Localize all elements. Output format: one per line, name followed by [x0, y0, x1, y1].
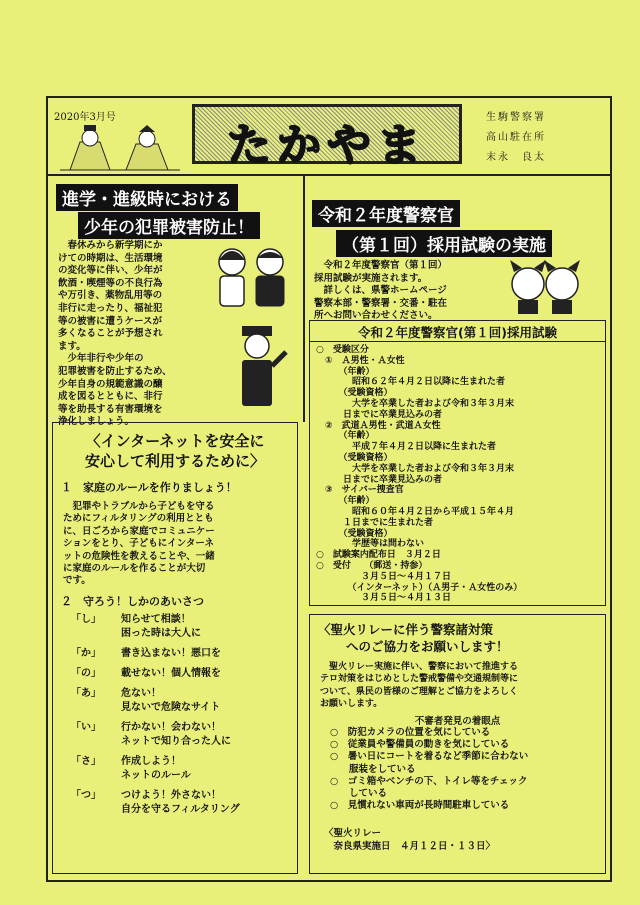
aisatsu-item: 「か」 書き込まない！悪口を — [71, 648, 221, 659]
article1-heading-line2: 少年の犯罪被害防止！ — [78, 212, 260, 239]
recruitment-box-title: 令和２年度警察官(第１回)採用試験 — [358, 325, 557, 340]
police-officer-illustration — [222, 322, 292, 410]
students-illustration — [208, 244, 298, 310]
police-mascot-illustration — [506, 258, 586, 316]
aisatsu-item: 「の」 載せない！個人情報を — [71, 668, 221, 679]
article3-subheading1: １ 家庭のルールを作りましょう！ — [61, 481, 237, 494]
header-divider — [46, 174, 612, 176]
masthead-title-box — [192, 104, 462, 171]
torch-relay-box — [309, 614, 606, 874]
article4-heading: 〈聖火リレーに伴う警察諸対策 へのご協力をお願いします！ — [318, 622, 509, 654]
aisatsu-item: 「い」 行かない！会わない！ ネットで知り合った人に — [71, 722, 231, 747]
issue-date: 2020年3月号 — [54, 112, 116, 123]
suspicious-points: ○ 防犯カメラの位置を気にしている ○ 従業員や警備員の動きを気にしている ○ 暑い日にコートを着るなど季節に合わない 服装をしている ○ ゴミ箱やベンチの下、トイレ等をチェック している ○ 見慣れない車両が長時間駐車している — [330, 727, 529, 812]
sender-name: 末永 良太 — [486, 152, 546, 163]
masthead-title: たかやま — [227, 120, 427, 171]
relay-dates: 〈聖火リレー 奈良県実施日 ４月１２日・１３日〉 — [324, 828, 496, 852]
recruitment-box — [309, 320, 606, 606]
article1-body: 春休みから新学期にか けての時期は、生活環境 の変化等に伴い、少年が 飲酒・喫煙等の不良行為 や万引き、薬物乱用等の 非行に走ったり、福祉犯 等の被害に遭うケースが 多くなることが予想され ます。 少年非行や少年の 犯罪被害を防止するため、 少年自身の規範意識の醸 成を図るとともに、非行 等を助長する有害環境を 浄化しましょう。 — [58, 240, 172, 428]
hina-dolls-illustration — [60, 122, 180, 172]
recruitment-details: ○ 受験区分 ① Ａ男性・Ａ女性 （年齢） 昭和６２年４月２日以降に生まれた者 （受験資格） 大学を卒業した者および令和３年３月末 日までに卒業見込みの者 ② 武道Ａ男性・武道Ａ女性 （年齢） 平成７年４月２日以降に生まれた者 （受験資格） 大学を卒業した者および令和３年３月末 日までに卒業見込みの者 ③ サイバー捜査官 （年齢） 昭和６０年４月２日から平成１５年４月 １日までに生まれた者 （受験資格） 学歴等は問わない ○ 試験案内配布日 ３月２日 ○ 受付 （郵送・持参） ３月５日～４月１７日 （インターネット）（Ａ男子・Ａ女性のみ） ３月５日～４月１３日 — [316, 345, 523, 604]
aisatsu-item: 「さ」 作成しよう！ ネットのルール — [71, 756, 191, 781]
aisatsu-list — [71, 613, 240, 817]
aisatsu-item: 「つ」 つけよう！外さない！ 自分を守るフィルタリング — [71, 790, 240, 815]
sender-post: 高山駐在所 — [486, 132, 546, 143]
article2-intro: 令和２年度警察官（第１回） 採用試験が実施されます。 詳しくは、県警ホームページ 警察本部・警察署・交番・駐在 所へお問い合わせください。 — [314, 260, 448, 322]
article3-subheading2: ２ 守ろう！しかのあいさつ — [61, 595, 204, 608]
article1-heading-line1: 進学・進級時における — [56, 184, 238, 211]
points-title: 不審者発見の着眼点 — [414, 716, 501, 727]
aisatsu-item: 「し」 知らせて相談！ 困った時は大人に — [71, 614, 201, 639]
recruitment-box-divider — [310, 341, 605, 342]
aisatsu-item: 「あ」 危ない！ 見ないで危険なサイト — [71, 688, 221, 713]
column-divider — [303, 174, 305, 422]
article2-heading-line2: （第１回）採用試験の実施 — [336, 230, 552, 257]
internet-safety-box — [52, 422, 298, 874]
sender-station: 生駒警察署 — [486, 112, 546, 123]
article2-heading-line1: 令和２年度警察官 — [312, 200, 460, 227]
article3-body: 犯罪やトラブルから子どもを守る ためにフィルタリングの利用ととも に、日ごろから家庭でコミュニケー ションをとり、子どもにインターネ ットの危険性を教えることや、一緒 に家庭のルールを作ることが大切 です。 — [63, 501, 215, 587]
article3-heading: 〈インターネットを安全に 安心して利用するために〉 — [84, 432, 265, 470]
article4-body: 聖火リレー実施に伴い、警察において推進する テロ対策をはじめとした警戒警備や交通規制等に ついて、県民の皆様のご理解とご協力をよろしく お願いします。 — [320, 662, 519, 710]
